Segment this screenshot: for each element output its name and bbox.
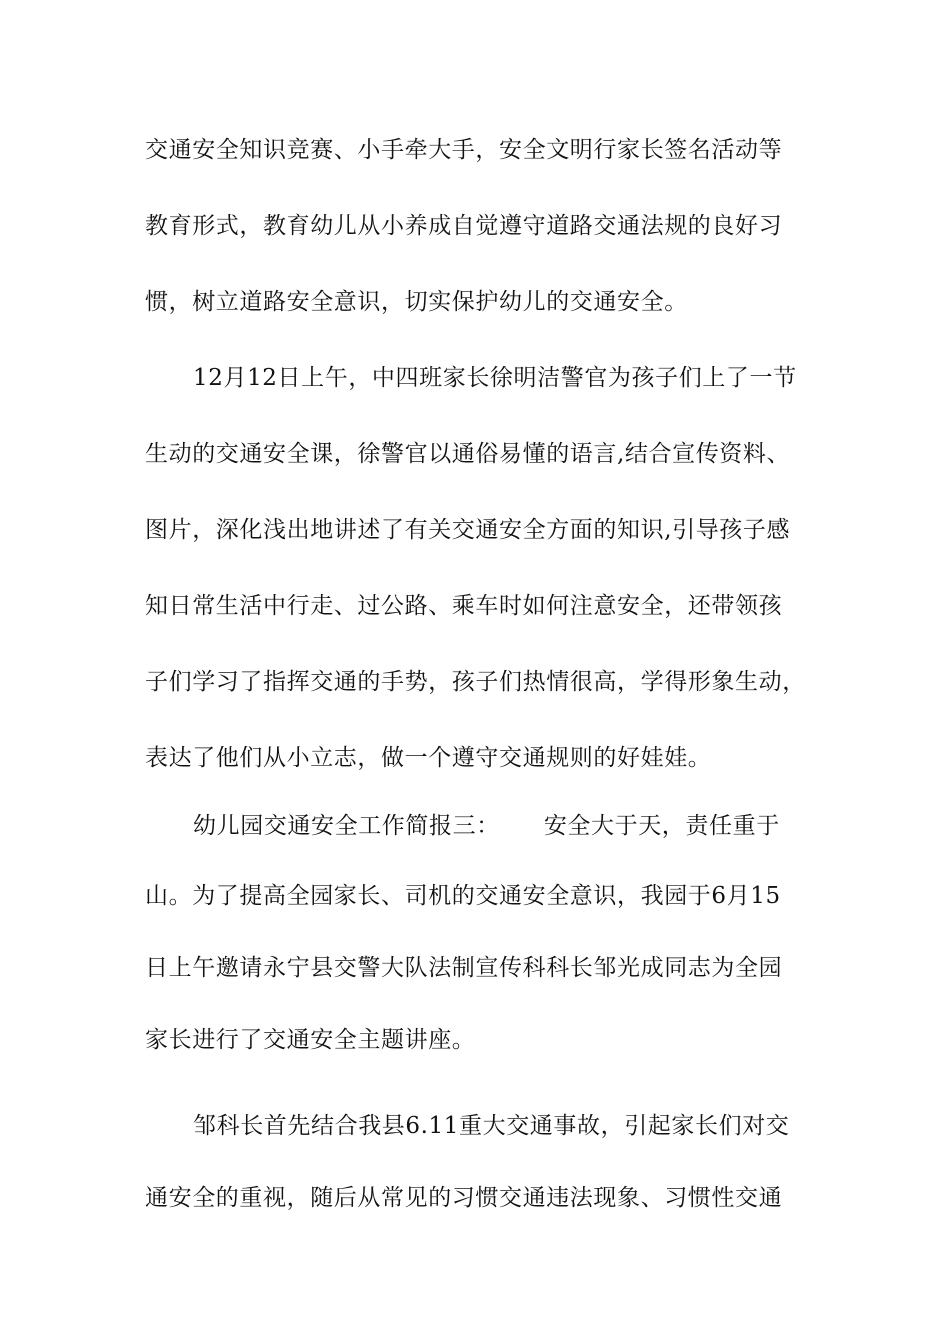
paragraph-line: 通安全的重视，随后从常见的习惯交通违法现象、习惯性交通 (145, 1185, 783, 1211)
paragraph-line: 图片，深化浅出地讲述了有关交通安全方面的知识,引导孩子感 (145, 517, 791, 543)
paragraph-line: 教育形式，教育幼儿从小养成自觉遵守道路交通法规的良好习 (145, 213, 783, 239)
paragraph-line: 表达了他们从小立志，做一个遵守交通规则的好娃娃。 (145, 745, 712, 771)
paragraph-line: 山。为了提高全园家长、司机的交通安全意识，我园于6月15 (145, 883, 781, 909)
paragraph-line: 子们学习了指挥交通的手势，孩子们热情很高，学得形象生动， (145, 669, 806, 695)
report-heading: 幼儿园交通安全工作简报三： (193, 813, 500, 839)
paragraph-line: 日上午邀请永宁县交警大队法制宣传科科长邹光成同志为全园 (145, 955, 783, 981)
paragraph-line: 知日常生活中行走、过公路、乘车时如何注意安全，还带领孩 (145, 593, 783, 619)
paragraph-text: 安全大于天，责任重于 (543, 813, 780, 839)
paragraph-line: 邹科长首先结合我县6.11重大交通事故，引起家长们对交 (193, 1113, 790, 1139)
paragraph-line: 生动的交通安全课，徐警官以通俗易懂的语言,结合宣传资料、 (145, 441, 791, 467)
paragraph-line: 惯，树立道路安全意识，切实保护幼儿的交通安全。 (145, 289, 688, 315)
paragraph-line: 交通安全知识竞赛、小手牵大手，安全文明行家长签名活动等 (145, 137, 783, 163)
paragraph-line: 12月12日上午，中四班家长徐明洁警官为孩子们上了一节 (193, 365, 797, 391)
paragraph-line (193, 806, 873, 846)
paragraph-line: 家长进行了交通安全主题讲座。 (145, 1027, 476, 1053)
